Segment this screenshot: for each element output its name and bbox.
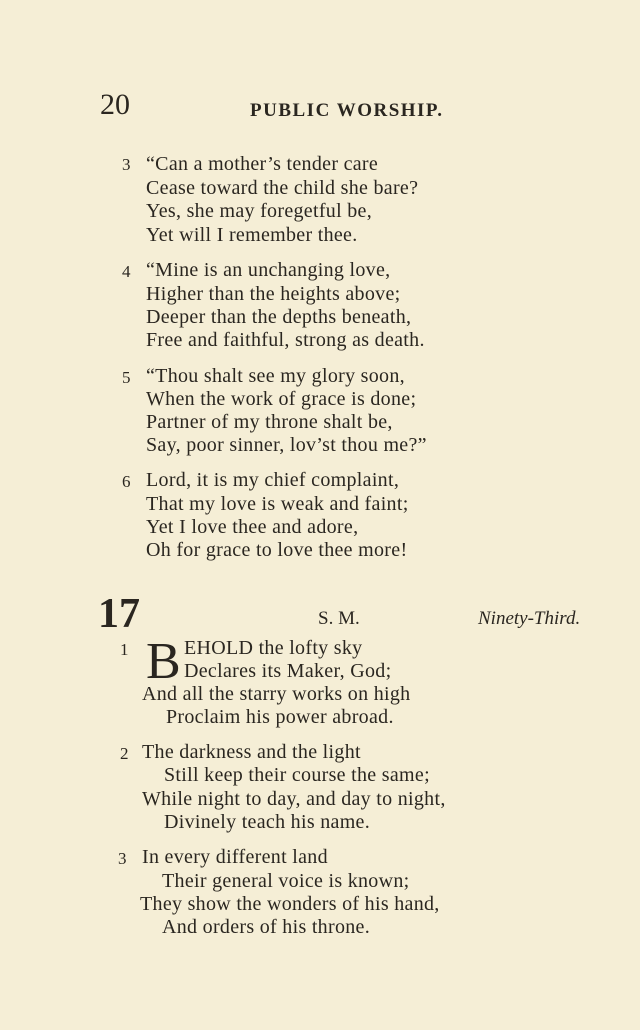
verse-line: Divinely teach his name. bbox=[164, 811, 371, 833]
verse-line: Proclaim his power abroad. bbox=[166, 706, 394, 728]
hymn-heading bbox=[0, 591, 640, 640]
hymn-number: 17 bbox=[98, 591, 140, 637]
verse-line: Declares its Maker, God; bbox=[184, 660, 392, 682]
verse-line: Yet I love thee and adore, bbox=[146, 516, 359, 538]
verse-line: Deeper than the depths beneath, bbox=[146, 306, 412, 328]
page-number: 20 bbox=[100, 88, 130, 121]
verse-line: Lord, it is my chief complaint, bbox=[146, 469, 400, 491]
hymn-meter: S. M. bbox=[318, 608, 360, 629]
verse-number: 3 bbox=[118, 849, 127, 868]
verse-line: The darkness and the light bbox=[142, 741, 361, 763]
verse-line: And all the starry works on high bbox=[142, 683, 411, 705]
verse-line: And orders of his throne. bbox=[162, 916, 371, 938]
verse-line: Partner of my throne shalt be, bbox=[146, 411, 393, 433]
verse-line: Still keep their course the same; bbox=[164, 764, 430, 786]
verse-line: Say, poor sinner, lov’st thou me?” bbox=[146, 434, 427, 456]
verse-line: “Mine is an unchanging love, bbox=[146, 259, 391, 281]
drop-cap: B bbox=[146, 633, 181, 690]
hymn-tune: Ninety-Third. bbox=[478, 608, 581, 629]
verse-line: Yes, she may foregetful be, bbox=[146, 200, 373, 222]
verse-number: 4 bbox=[122, 262, 131, 281]
verse-line: That my love is weak and faint; bbox=[146, 493, 409, 515]
verse-line: Higher than the heights above; bbox=[146, 283, 401, 305]
verse-line: When the work of grace is done; bbox=[146, 388, 417, 410]
page-header bbox=[0, 88, 640, 128]
verse-number: 1 bbox=[120, 640, 129, 659]
verse-line: Cease toward the child she bare? bbox=[146, 177, 419, 199]
verse-number: 6 bbox=[122, 472, 131, 491]
verse-line: Free and faithful, strong as death. bbox=[146, 329, 425, 351]
verse-line: Oh for grace to love thee more! bbox=[146, 539, 408, 561]
verse-line: While night to day, and day to night, bbox=[142, 788, 446, 810]
verse-line: “Can a mother’s tender care bbox=[146, 153, 379, 175]
verse-line: Their general voice is known; bbox=[162, 870, 410, 892]
verse-number: 3 bbox=[122, 155, 131, 174]
verse-number: 2 bbox=[120, 744, 129, 763]
verse-line: In every different land bbox=[142, 846, 328, 868]
running-head: PUBLIC WORSHIP. bbox=[250, 100, 444, 121]
verse-line: Yet will I remember thee. bbox=[146, 224, 358, 246]
verse-line: “Thou shalt see my glory soon, bbox=[146, 365, 405, 387]
verse-line: EHOLD the lofty sky bbox=[184, 637, 363, 659]
verse-line: They show the wonders of his hand, bbox=[140, 893, 440, 915]
verse-number: 5 bbox=[122, 368, 131, 387]
